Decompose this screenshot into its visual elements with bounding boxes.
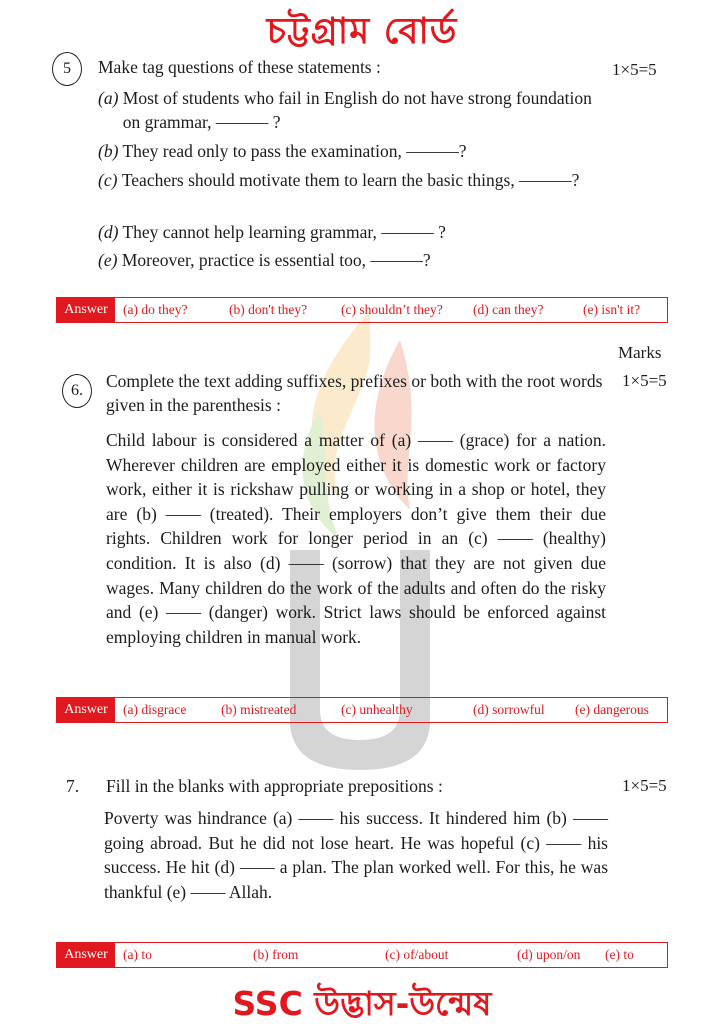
- q6-answer-box: [56, 697, 668, 723]
- q7-answer-box: [56, 942, 668, 968]
- question-number-7: 7.: [66, 776, 80, 796]
- q6-answer-c: (c) unhealthy: [341, 702, 413, 717]
- q6-paragraph: Child labour is considered a matter of (a) —— (grace) for a nation. Wherever children are employed either it is domestic work or factory work, either it is rickshaw pulling or working in a shop or hotel, they are (b) —— (treated). Their employers don’t give them their due rights. Children work for longer period in an (c) —— (healthy) condition. It is also (d) —— (sorrow) that they are not given due wages. Many children do the work of the adults and often do the risky and (e) —— (danger) work. Strict laws should be enforced against employing children in manual work.: [106, 430, 606, 647]
- q5-item-b-text: They read only to pass the examination, ———?: [122, 141, 467, 161]
- q5-item-d-label: (d): [98, 222, 119, 242]
- q6-marks: 1×5=5: [622, 371, 667, 390]
- q7-paragraph: Poverty was hindrance (a) —— his success. It hindered him (b) —— going abroad. But he did not lose heart. He was hopeful (c) —— his success. He hit (d) —— a plan. The plan worked well. For this, he was thankful (e) —— Allah.: [104, 808, 608, 902]
- q7-answer-b: (b) from: [253, 947, 299, 962]
- q5-item-d: [98, 220, 608, 244]
- q6-answer-a: (a) disgrace: [123, 702, 187, 717]
- q5-item-b: [98, 139, 608, 163]
- q7-answer-a: (a) to: [123, 947, 152, 962]
- q5-answer-b: (b) don't they?: [229, 302, 308, 317]
- q5-marks: 1×5=5: [612, 60, 657, 79]
- q5-item-c-text: Teachers should motivate them to learn the basic things, ———?: [121, 170, 580, 190]
- page-header-title: চট্টগ্রাম বোর্ড: [266, 11, 458, 52]
- q7-marks: 1×5=5: [622, 776, 667, 795]
- q5-item-e: [98, 248, 608, 272]
- q5-item-c-label: (c): [98, 170, 118, 190]
- q5-item-d-text: They cannot help learning grammar, ——— ?: [122, 222, 446, 242]
- q5-answer-box: [56, 297, 668, 323]
- q5-item-e-text: Moreover, practice is essential too, ———?: [121, 250, 431, 270]
- q5-item-a-text: Most of students who fail in English do not have strong foundation on grammar, ——— ?: [122, 88, 592, 132]
- q5-answer-c: (c) shouldn’t they?: [341, 302, 443, 317]
- page-footer-title: SSC উদ্ভাস-উন্মেষ: [232, 984, 492, 1023]
- q7-answer-c: (c) of/about: [385, 947, 449, 962]
- q6-answer-d: (d) sorrowful: [473, 702, 545, 717]
- q5-answer-label: Answer: [57, 298, 115, 322]
- q7-answer-label: Answer: [57, 943, 115, 967]
- q7-instruction: Fill in the blanks with appropriate prepositions :: [106, 776, 443, 796]
- q6-answer-label: Answer: [57, 698, 115, 722]
- q6-answer-b: (b) mistreated: [221, 702, 297, 717]
- q5-answer-a: (a) do they?: [123, 302, 188, 317]
- question-number-6: 6.: [62, 374, 92, 408]
- q5-item-e-label: (e): [98, 250, 118, 270]
- q7-answer-d: (d) upon/on: [517, 947, 581, 962]
- q5-answer-e: (e) isn't it?: [583, 302, 641, 317]
- question-number-5: 5: [52, 52, 82, 86]
- q5-item-b-label: (b): [98, 141, 119, 161]
- marks-heading: Marks: [618, 343, 662, 362]
- q5-answer-d: (d) can they?: [473, 302, 544, 317]
- q5-instruction: Make tag questions of these statements :: [98, 57, 381, 77]
- q7-answer-e: (e) to: [605, 947, 634, 962]
- q5-item-a-label: (a): [98, 88, 119, 108]
- q6-instruction: Complete the text adding suffixes, prefixes or both with the root words given in the parenthesis :: [106, 371, 603, 415]
- q5-item-c: [98, 168, 598, 192]
- q5-item-a: [98, 86, 598, 134]
- q6-answer-e: (e) dangerous: [575, 702, 649, 717]
